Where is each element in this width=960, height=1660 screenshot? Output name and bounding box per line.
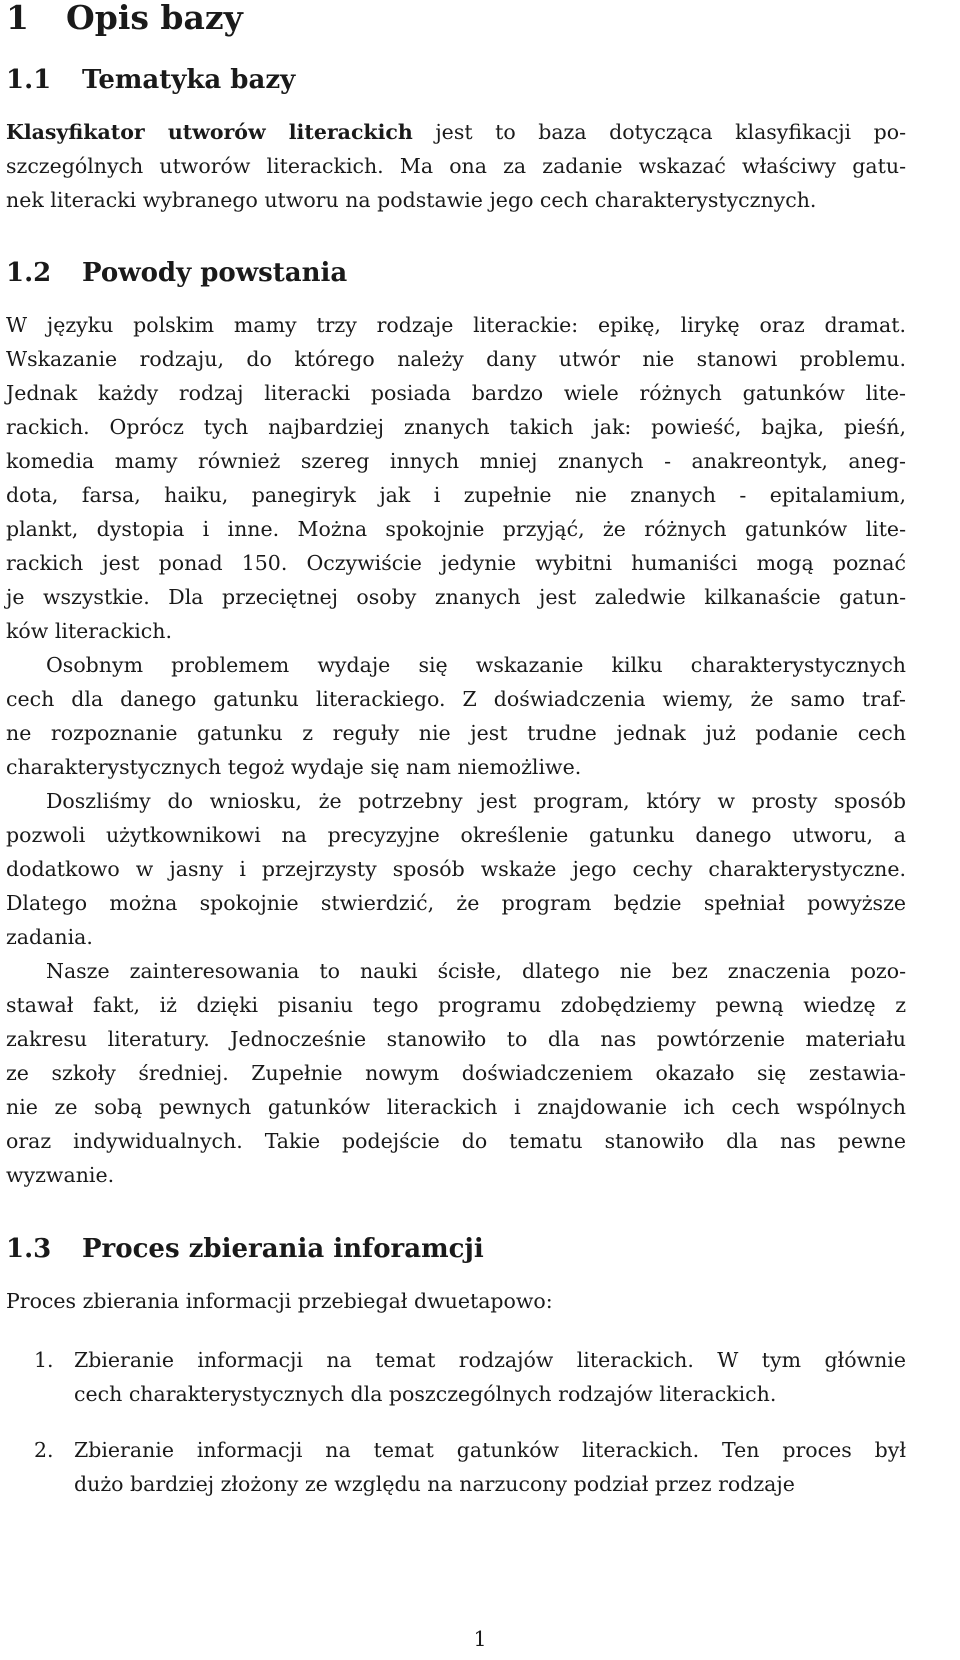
- text-line: dota, farsa, haiku, panegiryk jak i zupełnie nie znanych - epitalamium,: [6, 483, 906, 507]
- subsection-title: Tematyka bazy: [82, 65, 296, 95]
- bold-term: Klasyfikator utworów literackich: [6, 120, 413, 144]
- text-line: nie ze sobą pewnych gatunków literackich i znajdowanie ich cech wspólnych: [6, 1095, 906, 1119]
- text-line: nek literacki wybranego utworu na podstawie jego cech charakterystycznych.: [6, 188, 817, 212]
- section-heading: [6, 0, 243, 38]
- page-number: 1: [473, 1627, 487, 1651]
- paragraph-conclusion: [6, 784, 906, 954]
- subsection-number: 1.2: [6, 258, 52, 288]
- text-line: stawał fakt, iż dzięki pisaniu tego programu zdobędziemy pewną wiedzę z: [6, 993, 906, 1017]
- text-line: zadania.: [6, 925, 93, 949]
- text-line: W języku polskim mamy trzy rodzaje literackie: epikę, lirykę oraz dramat.: [6, 313, 906, 337]
- text-line: Dlatego można spokojnie stwierdzić, że program będzie spełniał powyższe: [6, 891, 906, 915]
- paragraph-topic: [6, 115, 906, 217]
- text-line: pozwoli użytkownikowi na precyzyjne określenie gatunku danego utworu, a: [6, 823, 906, 847]
- text-line: oraz indywidualnych. Takie podejście do tematu stanowiło dla nas pewne: [6, 1129, 906, 1153]
- subsection-heading-1-3: [6, 1233, 484, 1265]
- paragraph-interests: [6, 954, 906, 1192]
- text-line: rackich jest ponad 150. Oczywiście jedynie wybitni humaniści mogą poznać: [6, 551, 906, 575]
- text-line: dużo bardziej złożony ze względu na narzucony podział przez rodzaje: [74, 1472, 795, 1496]
- text-line: ne rozpoznanie gatunku z reguły nie jest trudne jednak już podanie cech: [6, 721, 906, 745]
- subsection-title: Powody powstania: [82, 258, 348, 288]
- text-line: Doszliśmy do wniosku, że potrzebny jest program, który w prosty sposób: [46, 789, 906, 813]
- text-line: ków literackich.: [6, 619, 172, 643]
- text-line: ze szkoły średniej. Zupełnie nowym doświadczeniem okazało się zestawia-: [6, 1061, 906, 1085]
- text-line: komedia mamy również szereg innych mniej znanych - anakreontyk, aneg-: [6, 449, 906, 473]
- text-line: Nasze zainteresowania to nauki ścisłe, dlatego nie bez znaczenia pozo-: [46, 959, 906, 983]
- text-line: Wskazanie rodzaju, do którego należy dany utwór nie stanowi problemu.: [6, 347, 906, 371]
- section-title: Opis bazy: [66, 0, 243, 37]
- text-line: Zbieranie informacji na temat gatunków literackich. Ten proces był: [74, 1438, 906, 1462]
- subsection-heading-1-2: [6, 257, 347, 289]
- list-item: [34, 1433, 906, 1501]
- text-line: je wszystkie. Dla przeciętnej osoby znanych jest zaledwie kilkanaście gatun-: [6, 585, 906, 609]
- text-line: plankt, dystopia i inne. Można spokojnie przyjąć, że różnych gatunków lite-: [6, 517, 906, 541]
- text-line: wyzwanie.: [6, 1163, 115, 1187]
- text-line: charakterystycznych tegoż wydaje się nam niemożliwe.: [6, 755, 582, 779]
- text-line: cech dla danego gatunku literackiego. Z doświadczenia wiemy, że samo traf-: [6, 687, 906, 711]
- paragraph-problem: [6, 648, 906, 784]
- text-line: szczególnych utworów literackich. Ma ona za zadanie wskazać właściwy gatu-: [6, 154, 906, 178]
- list-marker: 1.: [34, 1348, 54, 1372]
- subsection-heading-1-1: [6, 64, 295, 96]
- subsection-number: 1.3: [6, 1234, 52, 1264]
- text-line: Osobnym problemem wydaje się wskazanie kilku charakterystycznych: [46, 653, 906, 677]
- paragraph-reasons: [6, 308, 906, 648]
- text-line: cech charakterystycznych dla poszczególnych rodzajów literackich.: [74, 1382, 777, 1406]
- text-line: Jednak każdy rodzaj literacki posiada bardzo wiele różnych gatunków lite-: [6, 381, 906, 405]
- paragraph-process: [6, 1284, 906, 1318]
- text-line: Zbieranie informacji na temat rodzajów literackich. W tym głównie: [74, 1348, 906, 1372]
- subsection-title: Proces zbierania inforamcji: [82, 1234, 484, 1264]
- text-line: zakresu literatury. Jednocześnie stanowiło to dla nas powtórzenie materiału: [6, 1027, 906, 1051]
- text-line: dodatkowo w jasny i przejrzysty sposób wskaże jego cechy charakterystyczne.: [6, 857, 906, 881]
- list-item: [34, 1343, 906, 1411]
- subsection-number: 1.1: [6, 65, 52, 95]
- ordered-list: [34, 1343, 906, 1501]
- text-line: Proces zbierania informacji przebiegał dwuetapowo:: [6, 1289, 553, 1313]
- text-line: rackich. Oprócz tych najbardziej znanych takich jak: powieść, bajka, pieśń,: [6, 415, 906, 439]
- text-line: Klasyfikator utworów literackich jest to baza dotycząca klasyfikacji po-: [6, 120, 907, 144]
- list-marker: 2.: [34, 1438, 54, 1462]
- section-number: 1: [6, 0, 29, 37]
